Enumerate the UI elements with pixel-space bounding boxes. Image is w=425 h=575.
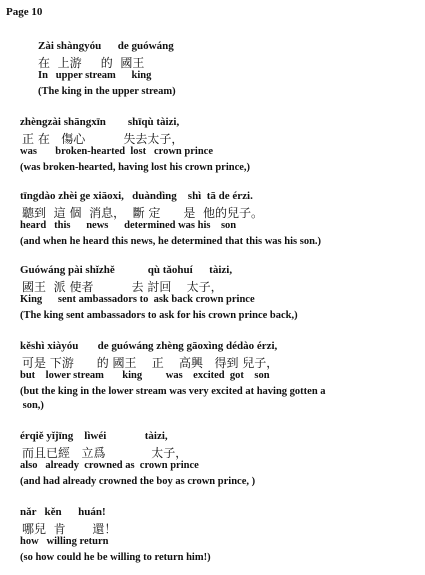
gloss-line: also already crowned as crown prince (20, 460, 199, 471)
pinyin-line: nǎr kěn huán! (20, 506, 106, 518)
pinyin-line: tīngdào zhèi ge xiāoxi, duàndìng shì tā de érzi. (20, 190, 253, 202)
translation-line: (was broken-hearted, having lost his crown prince,) (20, 162, 251, 173)
translation-line: (The king sent ambassadors to ask for his crown prince back,) (20, 310, 298, 321)
translation-line: (so how could he be willing to return him!) (20, 552, 211, 563)
hanzi-line: 聽到 這 個 消息， 斷 定 是 他的兒子。 (22, 206, 264, 220)
hanzi-line: 正 在 傷心 失去太子， (22, 132, 184, 146)
pinyin-line: érqiě yǐjīng lìwéi tàizi, (20, 430, 168, 442)
hanzi-line: 哪兒 肯 還！ (22, 522, 117, 536)
gloss-line: was broken-hearted lost crown prince (20, 146, 213, 157)
pinyin-line: zhèngzài shāngxīn shīqù tàizi, (20, 116, 180, 128)
pinyin-line: kěshì xiàyóu de guówáng zhèng gāoxìng dédào érzi, (20, 340, 278, 352)
gloss-line: but lower stream king was excited got son (20, 370, 270, 381)
hanzi-line: 而且已經 立爲 太子， (22, 446, 188, 460)
translation-line: (The king in the upper stream) (38, 86, 176, 97)
translation-line: (and had already crowned the boy as crown prince, ) (20, 476, 256, 487)
hanzi-line: 在 上游 的 國王 (38, 56, 145, 70)
gloss-line: how willing return (20, 536, 109, 547)
pinyin-line: Zài shàngyóu de guówáng (38, 40, 174, 52)
gloss-line: In upper stream king (38, 70, 152, 81)
hanzi-line: 國王 派 使者 去 討回 太子， (22, 280, 223, 294)
page-number: Page 10 (6, 6, 43, 18)
translation-line: (and when he heard this news, he determined that this was his son.) (20, 236, 322, 247)
gloss-line: heard this news determined was his son (20, 220, 237, 231)
translation-line: (but the king in the lower stream was very excited at having gotten a (20, 386, 326, 397)
translation-line: son,) (20, 400, 44, 411)
hanzi-line: 可是 下游 的 國王 正 高興 得到 兒子， (22, 356, 279, 370)
gloss-line: King sent ambassadors to ask back crown prince (20, 294, 255, 305)
pinyin-line: Guówáng pài shǐzhě qù tǎohuí tàizi, (20, 264, 233, 276)
